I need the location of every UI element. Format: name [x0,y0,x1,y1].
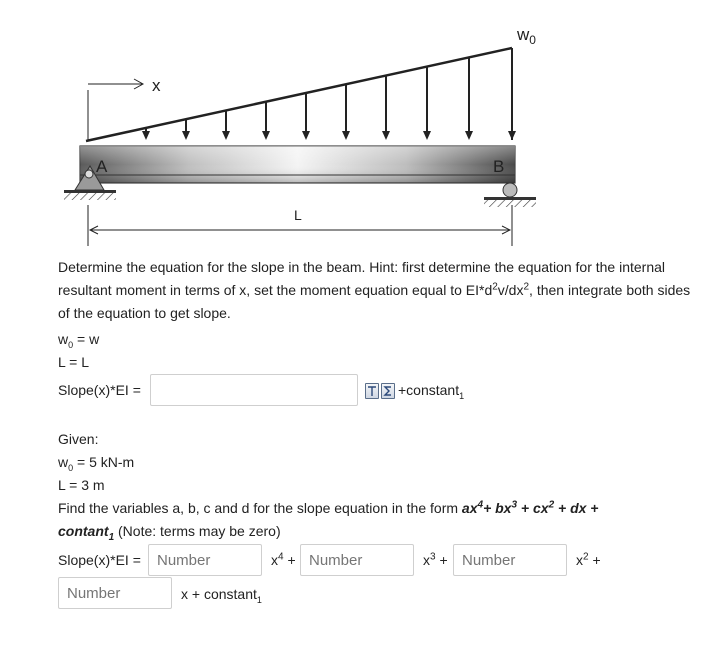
w0-label: $w_0$ [517,25,536,47]
load-arrow-head [465,131,473,140]
load-arrow-head [262,131,270,140]
formula-help-icon[interactable] [381,383,395,399]
x-label: x [152,76,161,95]
l-given: L = 3 m [58,477,105,493]
beam [80,146,515,183]
find-instructions: Find the variables a, b, c and d for the slope equation in the form $ax^4+ bx^3 + cx^2$ + dx + [58,499,599,516]
plus-constant-label: +constant$_1$ [398,382,465,401]
load-arrow-head [302,131,310,140]
slope-label: Slope(x)*EI = [58,382,141,398]
support-a-label: A [96,157,108,176]
length-label: L [294,207,302,223]
load-arrow-head [142,131,150,140]
coefficient-d-input[interactable] [58,577,172,609]
load-arrow-head [222,131,230,140]
w0-definition: $w_0 = w$ [58,331,100,350]
coefficient-c-input[interactable] [453,544,567,576]
load-arrow-head [342,131,350,140]
coefficient-b-input[interactable] [300,544,414,576]
coefficient-a-input[interactable] [148,544,262,576]
support-b-label: B [493,157,505,176]
load-arrow-head [382,131,390,140]
slope-equation-input[interactable] [150,374,358,406]
roller-support-b [484,183,536,207]
find-instructions-cont: contant$_1$ (Note: terms may be zero) [58,523,281,543]
x3-term: $x^3$ + [423,551,448,568]
l-definition: L = L [58,354,90,370]
load-arrows [142,57,516,140]
w0-given: $w_0 = 5$ kN-m [58,454,135,473]
load-arrow-head [182,131,190,140]
load-arrow-head [508,131,516,140]
x4-term: $x^4$ + [271,551,296,568]
beam-diagram [0,0,723,250]
x-plus-constant: x + constant$_1$ [181,586,262,605]
given-heading: Given: [58,431,99,447]
problem-statement: Determine the equation for the slope in the beam. Hint: first determine the equation for the internal resultant moment in terms of x, set the moment equation equal to $EI*d^2v/dx^2$, then integrate both sides of the equation to get slope. [58,259,691,321]
equation-editor-icon[interactable] [365,383,379,399]
slope-form-label: Slope(x)*EI = [58,552,141,568]
distributed-load [86,48,512,141]
load-arrow-head [423,131,431,140]
x2-term: $x^2$ + [576,551,601,568]
